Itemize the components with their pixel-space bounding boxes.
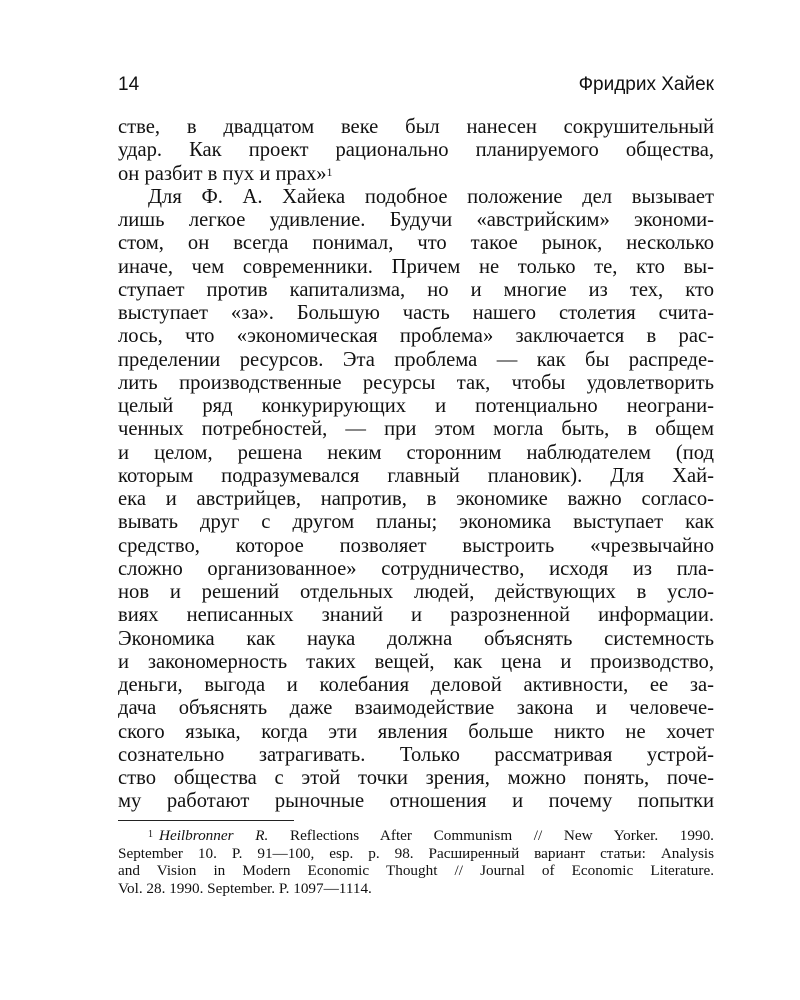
footnote-citation: Reflections After Communism // New Yorker. 1990.	[289, 827, 714, 844]
footnote-reference: 1	[326, 164, 333, 179]
footnote-number: 1	[148, 829, 153, 840]
footnote-divider	[118, 820, 294, 821]
text-line: стом, он всегда понимал, что такое рынок, несколько	[118, 232, 714, 255]
text-line: виях неписанных знаний и разрозненной информации.	[118, 604, 714, 627]
text-line: сознательно затрагивать. Только рассматривая устрой-	[118, 743, 714, 766]
text-line: средство, которое позволяет выстроить «чрезвычайно	[118, 534, 714, 557]
text-line: сложно организованное» сотрудничество, исходя из пла-	[118, 557, 714, 580]
running-title: Фридрих Хайек	[578, 74, 714, 95]
text-line: стве, в двадцатом веке был нанесен сокрушительный	[118, 116, 714, 138]
text-line-content: он разбит в пух и прах»	[118, 162, 327, 185]
text-line: дача объяснять даже взаимодействие закона и человече-	[118, 697, 714, 720]
text-line: целый ряд конкурирующих и потенциально неограни-	[118, 395, 714, 417]
text-line: деньги, выгода и колебания деловой активности, ее за-	[118, 674, 714, 696]
text-line: пределении ресурсов. Эта проблема — как бы распреде-	[118, 348, 714, 371]
running-head	[118, 74, 714, 100]
text-line: лишь легкое удивление. Будучи «австрийским» экономи-	[118, 209, 714, 231]
text-line	[118, 163, 714, 186]
text-line: и закономерность таких вещей, как цена и производство,	[118, 650, 714, 673]
text-line: ство общества с этой точки зрения, можно понять, поче-	[118, 767, 714, 789]
text-line: и целом, решена неким сторонним наблюдателем (под	[118, 441, 714, 464]
footnote-line	[118, 827, 714, 845]
text-line: Экономика как наука должна объяснять системность	[118, 627, 714, 650]
text-line: иначе, чем современники. Причем не только те, кто вы-	[118, 255, 714, 278]
text-line: ступает против капитализма, но и многие из тех, кто	[118, 278, 714, 301]
footnote-line: and Vision in Modern Economic Thought // Journal of Economic Literature.	[118, 862, 714, 879]
body-text	[118, 116, 714, 814]
text-line: выступает «за». Большую часть нашего столетия счита-	[118, 302, 714, 324]
text-line: лось, что «экономическая проблема» заключается в рас-	[118, 325, 714, 348]
text-line: ского языка, когда эти явления больше никто не хочет	[118, 720, 714, 743]
text-line: му работают рыночные отношения и почему попытки	[118, 790, 714, 813]
footnote-block	[118, 827, 714, 897]
text-line: которым подразумевался главный плановик). Для Хай-	[118, 464, 714, 487]
footnote-line: Vol. 28. 1990. September. P. 1097—1114.	[118, 879, 372, 897]
footnote-line: September 10. P. 91—100, esp. p. 98. Расширенный вариант статьи: Analysis	[118, 844, 714, 862]
footnote-author: Heilbronner R.	[159, 827, 269, 844]
text-line: лить производственные ресурсы так, чтобы удовлетворить	[118, 371, 714, 394]
text-line: ека и австрийцев, напротив, в экономике важно согласо-	[118, 488, 714, 510]
page-number: 14	[118, 74, 140, 95]
book-page	[118, 0, 714, 1000]
text-line: нов и решений отдельных людей, действующих в усло-	[118, 581, 714, 603]
text-line: удар. Как проект рационально планируемого общества,	[118, 139, 714, 162]
text-line: вывать друг с другом планы; экономика выступает как	[118, 511, 714, 534]
text-line: Для Ф. А. Хайека подобное положение дел вызывает	[148, 185, 714, 208]
text-line: ченных потребностей, — при этом могла быть, в общем	[118, 418, 714, 441]
